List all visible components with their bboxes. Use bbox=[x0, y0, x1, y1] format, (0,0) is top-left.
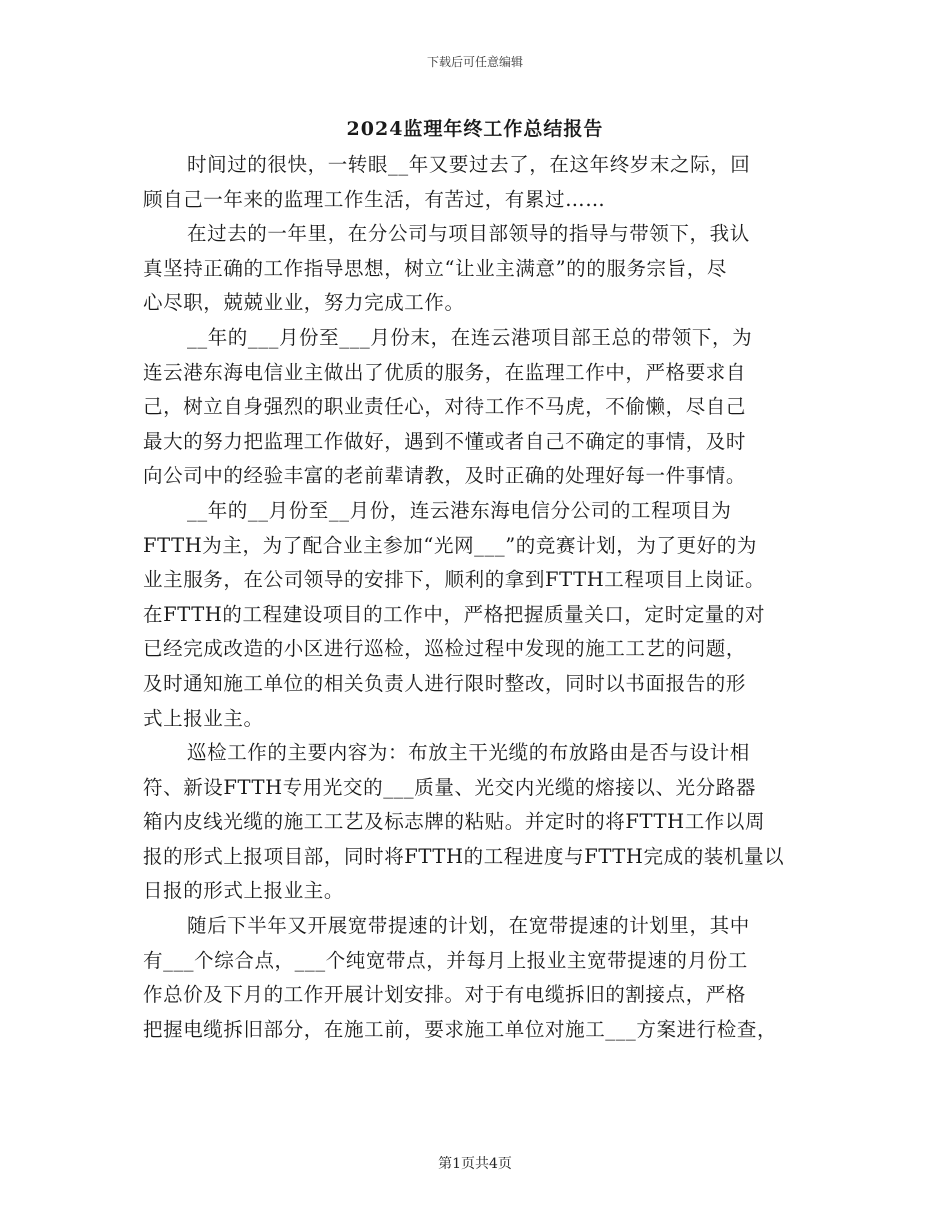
body-text-line: 业主服务，在公司领导的安排下，顺利的拿到FTTH工程项目上岗证。 bbox=[143, 568, 766, 592]
body-text-line: 把握电缆拆旧部分，在施工前，要求施工单位对施工___方案进行检查， bbox=[143, 1017, 778, 1041]
body-text-line: 在FTTH的工程建设项目的工作中，严格把握质量关口，定时定量的对 bbox=[143, 602, 766, 626]
body-text-line: 最大的努力把监理工作做好，遇到不懂或者自己不确定的事情，及时 bbox=[143, 429, 747, 453]
body-text-line: 心尽职，兢兢业业，努力完成工作。 bbox=[143, 291, 465, 315]
body-text-line: 有___个综合点，___个纯宽带点，并每月上报业主宽带提速的月份工 bbox=[143, 948, 748, 972]
body-text-line: 随后下半年又开展宽带提速的计划，在宽带提速的计划里，其中 bbox=[187, 914, 750, 938]
body-text-line: 在过去的一年里，在分公司与项目部领导的指导与带领下，我认 bbox=[187, 222, 750, 246]
body-text-line: 符、新设FTTH专用光交的___质量、光交内光缆的熔接以、光分路器 bbox=[143, 775, 756, 799]
body-text-line: 箱内皮线光缆的施工工艺及标志牌的粘贴。并定时的将FTTH工作以周 bbox=[143, 810, 766, 834]
page-footer: 第1页共4页 bbox=[438, 1156, 512, 1172]
body-text-line: 报的形式上报项目部，同时将FTTH的工程进度与FTTH完成的装机量以 bbox=[143, 844, 785, 868]
body-text-line: 向公司中的经验丰富的老前辈请教，及时正确的处理好每一件事情。 bbox=[143, 464, 747, 488]
body-text-line: 时间过的很快，一转眼__年又要过去了，在这年终岁末之际，回 bbox=[187, 153, 751, 176]
body-text-line: 已经完成改造的小区进行巡检，巡检过程中发现的施工工艺的问题， bbox=[143, 637, 747, 661]
document-body bbox=[143, 148, 813, 1047]
body-text-line: 式上报业主。 bbox=[143, 706, 264, 730]
body-text-line: 及时通知施工单位的相关负责人进行限时整改，同时以书面报告的形 bbox=[143, 671, 747, 695]
body-text-line: 巡检工作的主要内容为：布放主干光缆的布放路由是否与设计相 bbox=[187, 741, 750, 765]
body-text-line: FTTH为主，为了配合业主参加“光网___”的竞赛计划，为了更好的为 bbox=[143, 533, 757, 557]
body-text-line: 作总价及下月的工作开展计划安排。对于有电缆拆旧的割接点，严格 bbox=[143, 983, 747, 1007]
document-title: 2024监理年终工作总结报告 bbox=[346, 118, 604, 140]
body-text-line: __年的___月份至___月份末，在连云港项目部王总的带领下，为 bbox=[187, 325, 753, 349]
body-text-line: 连云港东海电信业主做出了优质的服务，在监理工作中，严格要求自 bbox=[143, 360, 747, 384]
header-note: 下载后可任意编辑 bbox=[426, 55, 523, 69]
body-text-line: 日报的形式上报业主。 bbox=[143, 879, 345, 903]
body-text-line: 顾自己一年来的监理工作生活，有苦过，有累过…… bbox=[143, 187, 606, 211]
body-text-line: 己，树立自身强烈的职业责任心，对待工作不马虎，不偷懒，尽自己 bbox=[143, 395, 747, 419]
body-text-line: 真坚持正确的工作指导思想，树立“让业主满意”的的服务宗旨，尽 bbox=[143, 256, 727, 280]
body-text-line: __年的__月份至__月份，连云港东海电信分公司的工程项目为 bbox=[187, 498, 732, 522]
